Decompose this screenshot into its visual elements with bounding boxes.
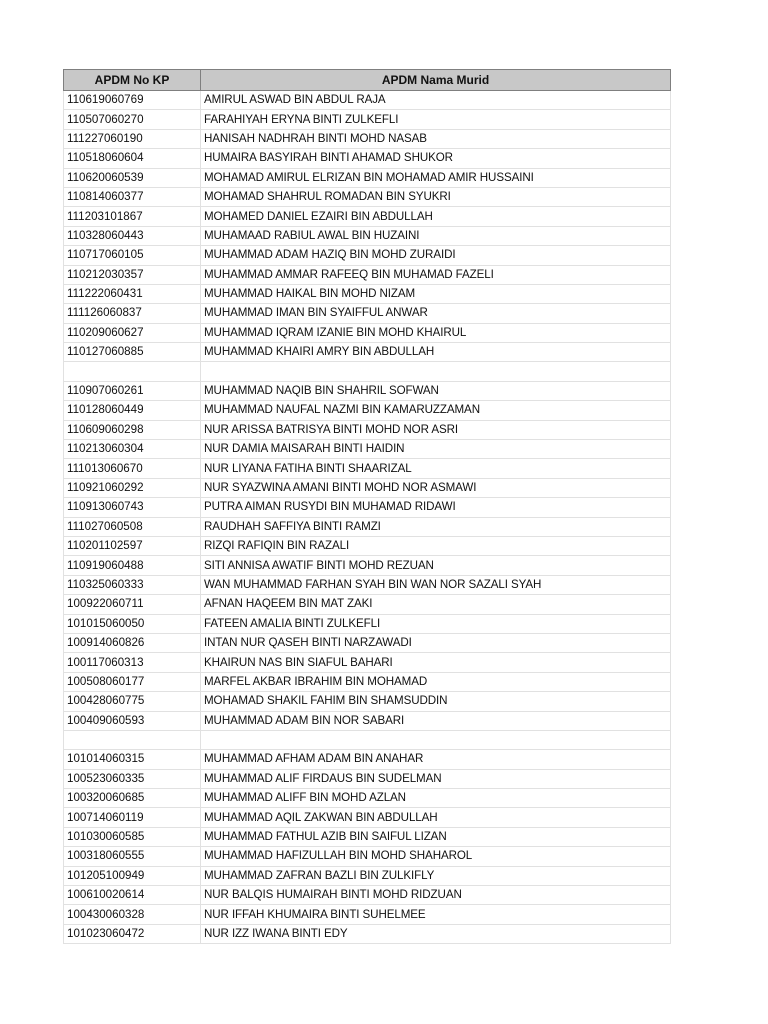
cell-no-kp[interactable]: 111227060190 bbox=[64, 129, 201, 148]
table-row bbox=[64, 440, 671, 459]
cell-nama-murid[interactable]: MUHAMAAD RABIUL AWAL BIN HUZAINI bbox=[201, 226, 671, 245]
cell-nama-murid[interactable] bbox=[201, 730, 671, 749]
cell-no-kp[interactable]: 100430060328 bbox=[64, 905, 201, 924]
table-row bbox=[64, 769, 671, 788]
cell-nama-murid[interactable]: FATEEN AMALIA BINTI ZULKEFLI bbox=[201, 614, 671, 633]
table-row bbox=[64, 866, 671, 885]
cell-nama-murid[interactable]: MUHAMMAD IMAN BIN SYAIFFUL ANWAR bbox=[201, 304, 671, 323]
cell-nama-murid[interactable]: MUHAMMAD ZAFRAN BAZLI BIN ZULKIFLY bbox=[201, 866, 671, 885]
student-list-table bbox=[63, 69, 671, 944]
cell-no-kp[interactable]: 110127060885 bbox=[64, 343, 201, 362]
table-row bbox=[64, 556, 671, 575]
cell-no-kp[interactable]: 110128060449 bbox=[64, 401, 201, 420]
table-row bbox=[64, 265, 671, 284]
cell-no-kp[interactable]: 100320060685 bbox=[64, 789, 201, 808]
table-row bbox=[64, 343, 671, 362]
cell-nama-murid[interactable]: MUHAMMAD FATHUL AZIB BIN SAIFUL LIZAN bbox=[201, 827, 671, 846]
cell-nama-murid[interactable]: MUHAMMAD IQRAM IZANIE BIN MOHD KHAIRUL bbox=[201, 323, 671, 342]
cell-nama-murid[interactable]: MUHAMMAD ALIFF BIN MOHD AZLAN bbox=[201, 789, 671, 808]
table-row bbox=[64, 595, 671, 614]
cell-no-kp[interactable]: 100117060313 bbox=[64, 653, 201, 672]
cell-no-kp[interactable]: 110814060377 bbox=[64, 187, 201, 206]
cell-nama-murid[interactable]: AMIRUL ASWAD BIN ABDUL RAJA bbox=[201, 91, 671, 110]
cell-nama-murid[interactable] bbox=[201, 362, 671, 381]
table-row bbox=[64, 692, 671, 711]
cell-no-kp[interactable]: 111203101867 bbox=[64, 207, 201, 226]
cell-nama-murid[interactable]: MUHAMMAD HAFIZULLAH BIN MOHD SHAHAROL bbox=[201, 847, 671, 866]
cell-nama-murid[interactable]: MARFEL AKBAR IBRAHIM BIN MOHAMAD bbox=[201, 672, 671, 691]
cell-nama-murid[interactable]: HUMAIRA BASYIRAH BINTI AHAMAD SHUKOR bbox=[201, 149, 671, 168]
cell-nama-murid[interactable]: PUTRA AIMAN RUSYDI BIN MUHAMAD RIDAWI bbox=[201, 498, 671, 517]
cell-nama-murid[interactable]: NUR LIYANA FATIHA BINTI SHAARIZAL bbox=[201, 459, 671, 478]
cell-nama-murid[interactable]: KHAIRUN NAS BIN SIAFUL BAHARI bbox=[201, 653, 671, 672]
table-row bbox=[64, 207, 671, 226]
cell-no-kp[interactable]: 110717060105 bbox=[64, 246, 201, 265]
cell-nama-murid[interactable]: MUHAMMAD KHAIRI AMRY BIN ABDULLAH bbox=[201, 343, 671, 362]
cell-nama-murid[interactable]: MOHAMAD SHAKIL FAHIM BIN SHAMSUDDIN bbox=[201, 692, 671, 711]
cell-no-kp[interactable]: 110620060539 bbox=[64, 168, 201, 187]
cell-nama-murid[interactable]: NUR BALQIS HUMAIRAH BINTI MOHD RIDZUAN bbox=[201, 886, 671, 905]
cell-no-kp[interactable] bbox=[64, 730, 201, 749]
table-row bbox=[64, 284, 671, 303]
table-row bbox=[64, 653, 671, 672]
cell-no-kp[interactable]: 100428060775 bbox=[64, 692, 201, 711]
cell-no-kp[interactable]: 110213060304 bbox=[64, 440, 201, 459]
cell-no-kp[interactable]: 101014060315 bbox=[64, 750, 201, 769]
cell-no-kp[interactable]: 111222060431 bbox=[64, 284, 201, 303]
cell-no-kp[interactable]: 111126060837 bbox=[64, 304, 201, 323]
cell-nama-murid[interactable]: MUHAMMAD NAQIB BIN SHAHRIL SOFWAN bbox=[201, 381, 671, 400]
cell-nama-murid[interactable]: MUHAMMAD HAIKAL BIN MOHD NIZAM bbox=[201, 284, 671, 303]
table-row bbox=[64, 575, 671, 594]
cell-no-kp[interactable]: 110201102597 bbox=[64, 536, 201, 555]
cell-no-kp[interactable]: 100318060555 bbox=[64, 847, 201, 866]
cell-nama-murid[interactable]: MUHAMMAD ALIF FIRDAUS BIN SUDELMAN bbox=[201, 769, 671, 788]
cell-no-kp[interactable]: 100409060593 bbox=[64, 711, 201, 730]
table-row bbox=[64, 226, 671, 245]
table-row bbox=[64, 246, 671, 265]
cell-no-kp[interactable] bbox=[64, 362, 201, 381]
table-row bbox=[64, 91, 671, 110]
cell-no-kp[interactable]: 100508060177 bbox=[64, 672, 201, 691]
cell-nama-murid[interactable]: INTAN NUR QASEH BINTI NARZAWADI bbox=[201, 633, 671, 652]
cell-nama-murid[interactable]: FARAHIYAH ERYNA BINTI ZULKEFLI bbox=[201, 110, 671, 129]
column-header-nama-murid[interactable]: APDM Nama Murid bbox=[201, 70, 671, 91]
cell-no-kp[interactable]: 110609060298 bbox=[64, 420, 201, 439]
cell-nama-murid[interactable]: HANISAH NADHRAH BINTI MOHD NASAB bbox=[201, 129, 671, 148]
cell-nama-murid[interactable]: NUR IZZ IWANA BINTI EDY bbox=[201, 924, 671, 943]
cell-no-kp[interactable]: 110209060627 bbox=[64, 323, 201, 342]
cell-nama-murid[interactable]: MUHAMMAD AFHAM ADAM BIN ANAHAR bbox=[201, 750, 671, 769]
cell-nama-murid[interactable]: NUR ARISSA BATRISYA BINTI MOHD NOR ASRI bbox=[201, 420, 671, 439]
table-row bbox=[64, 187, 671, 206]
table-row bbox=[64, 381, 671, 400]
cell-no-kp[interactable]: 101030060585 bbox=[64, 827, 201, 846]
table-row bbox=[64, 750, 671, 769]
cell-nama-murid[interactable]: AFNAN HAQEEM BIN MAT ZAKI bbox=[201, 595, 671, 614]
cell-nama-murid[interactable]: MOHAMAD SHAHRUL ROMADAN BIN SYUKRI bbox=[201, 187, 671, 206]
cell-no-kp[interactable]: 110212030357 bbox=[64, 265, 201, 284]
cell-no-kp[interactable]: 101023060472 bbox=[64, 924, 201, 943]
cell-no-kp[interactable]: 110921060292 bbox=[64, 478, 201, 497]
table-row bbox=[64, 110, 671, 129]
table-body bbox=[64, 91, 671, 944]
table-row bbox=[64, 420, 671, 439]
cell-nama-murid[interactable]: MUHAMMAD AQIL ZAKWAN BIN ABDULLAH bbox=[201, 808, 671, 827]
cell-no-kp[interactable]: 110619060769 bbox=[64, 91, 201, 110]
cell-no-kp[interactable]: 110507060270 bbox=[64, 110, 201, 129]
table-row bbox=[64, 827, 671, 846]
cell-no-kp[interactable]: 110913060743 bbox=[64, 498, 201, 517]
cell-no-kp[interactable]: 110328060443 bbox=[64, 226, 201, 245]
table-row bbox=[64, 536, 671, 555]
table-row bbox=[64, 168, 671, 187]
table-row bbox=[64, 711, 671, 730]
cell-no-kp[interactable]: 100714060119 bbox=[64, 808, 201, 827]
table-row bbox=[64, 924, 671, 943]
table-row bbox=[64, 614, 671, 633]
table-row bbox=[64, 459, 671, 478]
cell-no-kp[interactable]: 101015060050 bbox=[64, 614, 201, 633]
cell-nama-murid[interactable]: MUHAMMAD ADAM BIN NOR SABARI bbox=[201, 711, 671, 730]
cell-no-kp[interactable]: 101205100949 bbox=[64, 866, 201, 885]
cell-nama-murid[interactable]: MUHAMMAD ADAM HAZIQ BIN MOHD ZURAIDI bbox=[201, 246, 671, 265]
table-row bbox=[64, 633, 671, 652]
table-row bbox=[64, 498, 671, 517]
cell-no-kp[interactable]: 100523060335 bbox=[64, 769, 201, 788]
table-row bbox=[64, 730, 671, 749]
cell-nama-murid[interactable]: WAN MUHAMMAD FARHAN SYAH BIN WAN NOR SAZALI SYAH bbox=[201, 575, 671, 594]
table-row bbox=[64, 847, 671, 866]
table-row bbox=[64, 517, 671, 536]
table-row bbox=[64, 886, 671, 905]
cell-no-kp[interactable]: 110919060488 bbox=[64, 556, 201, 575]
cell-no-kp[interactable]: 110907060261 bbox=[64, 381, 201, 400]
table-row bbox=[64, 401, 671, 420]
cell-nama-murid[interactable]: MUHAMMAD NAUFAL NAZMI BIN KAMARUZZAMAN bbox=[201, 401, 671, 420]
cell-no-kp[interactable]: 111013060670 bbox=[64, 459, 201, 478]
cell-nama-murid[interactable]: SITI ANNISA AWATIF BINTI MOHD REZUAN bbox=[201, 556, 671, 575]
table-row bbox=[64, 905, 671, 924]
cell-no-kp[interactable]: 100922060711 bbox=[64, 595, 201, 614]
cell-nama-murid[interactable]: MOHAMAD AMIRUL ELRIZAN BIN MOHAMAD AMIR HUSSAINI bbox=[201, 168, 671, 187]
cell-no-kp[interactable]: 111027060508 bbox=[64, 517, 201, 536]
table-row bbox=[64, 808, 671, 827]
table-row bbox=[64, 478, 671, 497]
cell-no-kp[interactable]: 100610020614 bbox=[64, 886, 201, 905]
cell-no-kp[interactable]: 110325060333 bbox=[64, 575, 201, 594]
cell-no-kp[interactable]: 110518060604 bbox=[64, 149, 201, 168]
table-row bbox=[64, 672, 671, 691]
table-row bbox=[64, 129, 671, 148]
cell-nama-murid[interactable]: RIZQI RAFIQIN BIN RAZALI bbox=[201, 536, 671, 555]
cell-nama-murid[interactable]: MOHAMED DANIEL EZAIRI BIN ABDULLAH bbox=[201, 207, 671, 226]
cell-nama-murid[interactable]: MUHAMMAD AMMAR RAFEEQ BIN MUHAMAD FAZELI bbox=[201, 265, 671, 284]
cell-nama-murid[interactable]: RAUDHAH SAFFIYA BINTI RAMZI bbox=[201, 517, 671, 536]
table-row bbox=[64, 789, 671, 808]
table-row bbox=[64, 149, 671, 168]
table-row bbox=[64, 362, 671, 381]
cell-nama-murid[interactable]: NUR DAMIA MAISARAH BINTI HAIDIN bbox=[201, 440, 671, 459]
table-row bbox=[64, 304, 671, 323]
column-header-no-kp[interactable]: APDM No KP bbox=[64, 70, 201, 91]
table-row bbox=[64, 323, 671, 342]
header-row bbox=[64, 70, 671, 91]
cell-nama-murid[interactable]: NUR IFFAH KHUMAIRA BINTI SUHELMEE bbox=[201, 905, 671, 924]
cell-nama-murid[interactable]: NUR SYAZWINA AMANI BINTI MOHD NOR ASMAWI bbox=[201, 478, 671, 497]
cell-no-kp[interactable]: 100914060826 bbox=[64, 633, 201, 652]
